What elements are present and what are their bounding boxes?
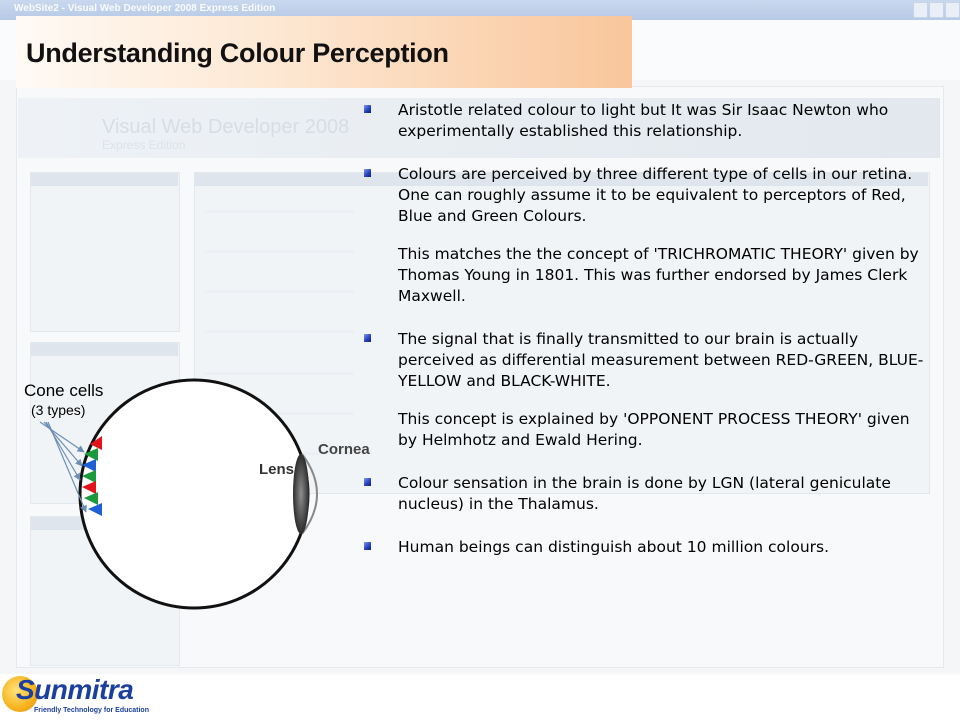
- lens-label: Lens: [259, 461, 295, 478]
- pointer-arrow: [48, 422, 86, 512]
- background-news-line: [204, 250, 354, 253]
- sunmitra-logo: [2, 672, 152, 718]
- bullet-item: [362, 473, 932, 515]
- maximize-icon: [929, 2, 944, 18]
- bullet-marker-icon: [364, 105, 371, 113]
- bullet-subtext: This matches the the concept of 'TRICHROMATIC THEORY' given by Thomas Young in 1801. This was further endorsed by James Clerk Maxwell.: [398, 245, 919, 305]
- pointer-arrow: [40, 422, 84, 452]
- bullet-marker-icon: [364, 169, 371, 177]
- bullet-list: [362, 100, 932, 580]
- cone-cells-sublabel: (3 types): [31, 402, 86, 418]
- logo-name: Sunmitra: [16, 674, 134, 705]
- cornea-label: Cornea: [318, 441, 370, 458]
- cone-cells-label: Cone cells: [24, 381, 104, 400]
- background-window-title: WebSite2 - Visual Web Developer 2008 Express Edition: [14, 3, 276, 14]
- background-news-line: [204, 330, 354, 333]
- minimize-icon: [913, 2, 928, 18]
- close-icon: [945, 2, 960, 18]
- bullet-text: Aristotle related colour to light but It was Sir Isaac Newton who experimentally established this relationship.: [398, 101, 889, 140]
- bullet-text: Colours are perceived by three different type of cells in our retina. One can roughly assume it to be equivalent to perceptors of Red, Blue and Green Colours.: [398, 165, 913, 225]
- logo-tagline: Friendly Technology for Education: [34, 707, 149, 714]
- background-panel-header: [31, 343, 178, 356]
- bullet-item: [362, 329, 932, 451]
- bullet-text: The signal that is finally transmitted to our brain is actually perceived as differential measurement between RED-GREEN, BLUE-YELLOW and BLACK-WHITE.: [398, 330, 924, 390]
- lens-shape: [293, 454, 309, 534]
- bullet-marker-icon: [364, 334, 371, 342]
- bullet-subtext: This concept is explained by 'OPPONENT PROCESS THEORY' given by Helmhotz and Ewald Hering.: [398, 410, 910, 449]
- slide-title: Understanding Colour Perception: [26, 38, 449, 68]
- background-news-line: [204, 290, 354, 293]
- background-panel-header: [31, 173, 178, 186]
- bullet-item: [362, 164, 932, 307]
- background-news-line: [204, 210, 354, 213]
- background-product-name: Visual Web Developer 2008: [102, 116, 350, 138]
- bullet-item: [362, 100, 932, 142]
- eyeball-outline: [80, 380, 308, 608]
- bullet-item: [362, 537, 932, 558]
- bullet-text: Human beings can distinguish about 10 million colours.: [398, 538, 830, 556]
- background-product-edition: Express Edition: [102, 138, 186, 152]
- background-recent-projects-panel: [30, 172, 180, 332]
- bullet-text: Colour sensation in the brain is done by LGN (lateral geniculate nucleus) in the Thalamus.: [398, 474, 891, 513]
